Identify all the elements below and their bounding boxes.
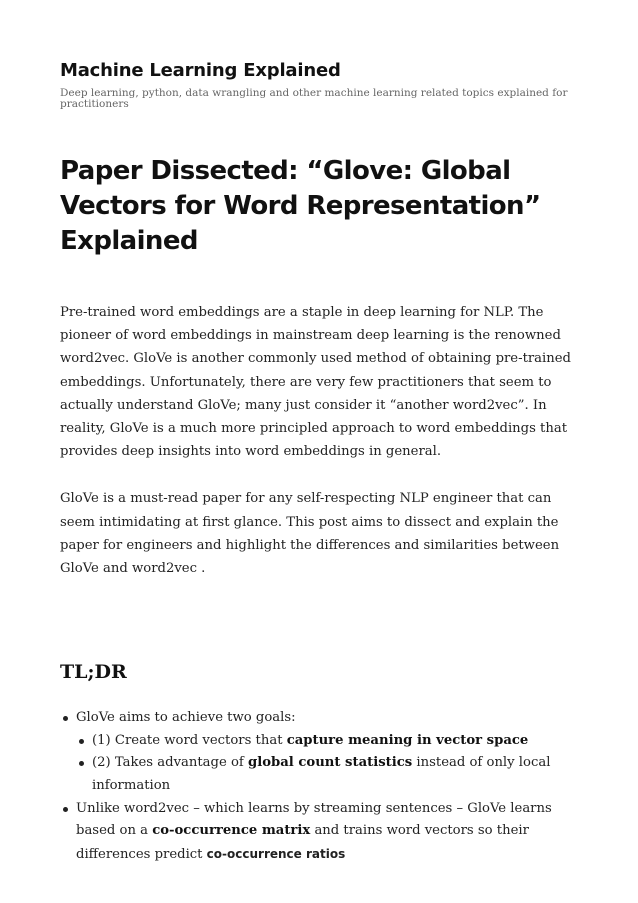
bold-phrase: global count statistics [247, 755, 413, 771]
list-item-text: (1) Create word vectors that [92, 732, 287, 748]
site-description: Deep learning, python, data wrangling and other machine learning related topics explained for practitioners [60, 87, 568, 110]
list-item [76, 752, 582, 797]
list-item-text: and trains word vectors so their differences predict [76, 823, 529, 862]
tldr-heading: TL;DR [60, 661, 127, 684]
bold-phrase: co-occurrence ratios [206, 846, 346, 861]
list-item-text: GloVe aims to achieve two goals: [76, 710, 296, 726]
post-article [60, 154, 582, 866]
list-item-text: Unlike word2vec – which learns by streaming sentences – GloVe learns based on a [76, 800, 552, 839]
purpose-paragraph: GloVe is a must-read paper for any self-respecting NLP engineer that can seem intimidating at first glance. This post aims to dissect and explain the paper for engineers and highlight the differences and similarities between GloVe and word2vec . [60, 491, 560, 577]
bold-phrase: capture meaning in vector space [286, 732, 529, 748]
tldr-list [60, 707, 582, 866]
site-title[interactable]: Machine Learning Explained [60, 60, 341, 81]
site-header [60, 58, 582, 110]
post-title: Paper Dissected: “Glove: Global Vectors for Word Representation” Explained [60, 156, 541, 256]
sub-list [76, 730, 582, 798]
list-item [60, 707, 582, 797]
bold-phrase: co-occurrence matrix [152, 823, 311, 839]
intro-paragraph: Pre-trained word embeddings are a staple in deep learning for NLP. The pioneer of word embeddings in mainstream deep learning is the renowned word2vec. GloVe is another commonly used method of obtaining pre-trained embeddings. Unfortunately, there are very few practitioners that seem to actually understand GloVe; many just consider it “another word2vec”. In reality, GloVe is a much more principled approach to word embeddings that provides deep insights into word embeddings in general. [60, 305, 571, 460]
list-item [60, 798, 582, 867]
list-item [76, 730, 582, 753]
list-item-text: (2) Takes advantage of [92, 755, 248, 771]
page-content [60, 58, 582, 866]
list-item-text: instead of only local information [92, 755, 551, 794]
